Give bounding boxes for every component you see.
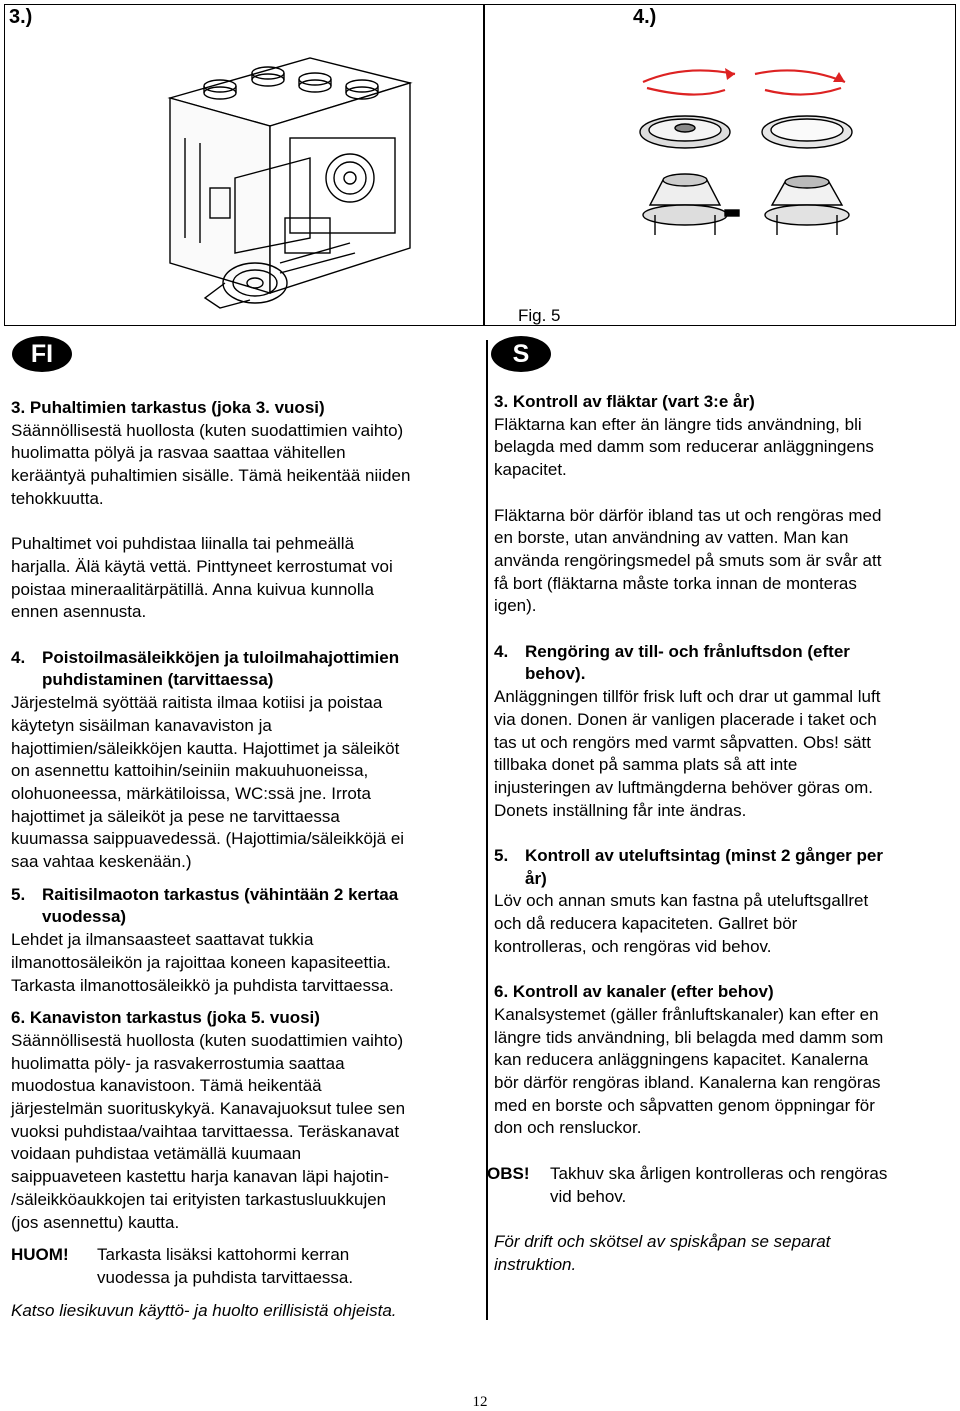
s-s4-title-line: behov). xyxy=(525,664,586,684)
s-s3-line: få bort (fläktarna måste torka innan de monteras xyxy=(494,573,857,593)
fi-s6-line: Säännöllisestä huollosta (kuten suodattimien vaihto) xyxy=(11,1030,404,1050)
s-s6-line: don och rensluckor. xyxy=(494,1118,642,1138)
fi-section-5-title xyxy=(11,884,481,929)
fi-footer-note: Katso liesikuvun käyttö- ja huolto erillisistä ohjeista. xyxy=(11,1300,397,1320)
s-s5-line: kontrolleras, och rengöras vid behov. xyxy=(494,936,772,956)
fi-s6-line: saippuaveteen kastettu harja kanavan läpi hajotin- xyxy=(11,1167,390,1187)
s-s3-line: använda rengöringsmedel på smuts som är svår att xyxy=(494,550,882,570)
s-s6-line: bör därför rengöras ibland. Kanalerna kan rengöras xyxy=(494,1073,881,1093)
fi-s3-line: Puhaltimet voi puhdistaa liinalla tai pehmeällä xyxy=(11,534,355,554)
fi-section-4-title xyxy=(11,647,481,692)
s-section-4-title xyxy=(494,641,954,686)
page-number: 12 xyxy=(472,1394,488,1410)
fi-s4-line: kuumassa saippuavedessä. (Hajottimia/säleikköjä ei xyxy=(11,829,405,849)
fi-section-3-title: 3. Puhaltimien tarkastus (joka 3. vuosi) xyxy=(11,398,325,417)
language-badge-fi: FI xyxy=(12,336,72,372)
swedish-column xyxy=(487,391,954,1276)
fi-s3-line: huolimatta pölyä ja rasvaa saattaa vähitellen xyxy=(11,443,346,463)
fi-s5-line: Tarkasta ilmanottosäleikkö ja puhdista tarvittaessa. xyxy=(11,975,394,995)
s-s4-line: via donen. Donen är vanligen placerade i taket och xyxy=(494,709,877,729)
s-s5-title-line: år) xyxy=(525,868,547,888)
fi-s3-line: tehokkuutta. xyxy=(11,488,104,508)
s-obs-line: vid behov. xyxy=(550,1186,627,1206)
fi-s5-line: Lehdet ja ilmansaasteet saattavat tukkia xyxy=(11,930,314,950)
fi-s6-line: vuoksi puhdistaa/vaihtaa tarvittaessa. Teräskanavat xyxy=(11,1121,400,1141)
s-section-6-title: 6. Kontroll av kanaler (efter behov) xyxy=(494,982,774,1002)
fi-s3-line: kerääntyä puhaltimien sisälle. Tämä heikentää niiden xyxy=(11,466,411,486)
s-section-3-title: 3. Kontroll av fläktar (vart 3:e år) xyxy=(494,392,755,411)
fi-s3-line: harjalla. Älä käytä vettä. Pinttyneet kerrostumat voi xyxy=(11,556,393,576)
fi-s6-line: voidaan puhdistaa vetämällä kuumaan xyxy=(11,1144,302,1164)
s-s3-line: Fläktarna bör därför ibland tas ut och rengöras med xyxy=(494,505,882,525)
fi-s4-line: hajottimet ja säleiköt ja pese ne tarvittaessa xyxy=(11,806,340,826)
fi-s6-line: muodostua kanavistoon. Tämä heikentää xyxy=(11,1076,322,1096)
fi-s4-title-line: puhdistaminen (tarvittaessa) xyxy=(42,670,274,690)
s-s3-line: belagda med damm som reducerar anläggningens xyxy=(494,437,874,457)
fi-s5-number: 5. xyxy=(11,884,26,904)
finnish-column xyxy=(11,397,481,1322)
s-s3-line: en borste, utan användning av vatten. Man kan xyxy=(494,528,849,548)
s-footer-line: För drift och skötsel av spiskåpan se separat xyxy=(494,1231,831,1251)
s-footer-line: instruktion. xyxy=(494,1254,577,1274)
figure-label-4: 4.) xyxy=(633,6,657,28)
fi-s4-line: olohuoneessa, märkätiloissa, WC:ssä jne. Irrota xyxy=(11,783,371,803)
s-s6-line: med en borste och såpvatten genom öppningar för xyxy=(494,1095,875,1115)
s-s3-line: igen). xyxy=(494,596,537,616)
fi-huom-line: vuodessa ja puhdista tarvittaessa. xyxy=(97,1267,354,1287)
fi-s6-line: (jos asennettu) kautta. xyxy=(11,1212,180,1232)
s-obs-label: OBS! xyxy=(487,1163,530,1183)
fi-s6-line: /säleikköaukkojen tai erityisten tarkastusluukkujen xyxy=(11,1189,387,1209)
fi-s4-title-line: Poistoilmasäleikköjen ja tuloilmahajottimien xyxy=(42,647,400,667)
fi-s4-line: on asennettu kattoihin/seiniin makuuhuoneissa, xyxy=(11,761,369,781)
s-s3-line: Fläktarna kan efter än längre tids användning, bli xyxy=(494,414,862,434)
s-s4-line: Anläggningen tillför frisk luft och drar ut gammal luft xyxy=(494,687,881,707)
fi-s3-line: poistaa mineraalitärpätillä. Anna kuivua kunnolla xyxy=(11,579,374,599)
s-s3-line: kapacitet. xyxy=(494,460,567,480)
s-s4-title-line: Rengöring av till- och frånluftsdon (efter xyxy=(525,641,850,661)
s-s4-line: Donets inställning får inte ändras. xyxy=(494,800,747,820)
language-badge-s: S xyxy=(491,336,551,372)
fi-section-6-title: 6. Kanaviston tarkastus (joka 5. vuosi) xyxy=(11,1008,320,1028)
s-s6-line: Kanalsystemet (gäller frånluftskanaler) kan efter en xyxy=(494,1004,879,1024)
fi-s3-line: ennen asennusta. xyxy=(11,602,147,622)
fi-huom-note xyxy=(11,1244,481,1289)
fi-s4-line: käytetyn sisäilman kanavaviston ja xyxy=(11,715,272,735)
figure-divider xyxy=(483,4,485,326)
fi-s5-line: ilmanottosäleikön ja rajoittaa koneen kapasiteettia. xyxy=(11,952,391,972)
s-s6-line: kan reducera anläggningens kapacitet. Kanalerna xyxy=(494,1050,869,1070)
fi-s4-line: saa vahtaa keskenään.) xyxy=(11,852,192,872)
s-s4-line: tas ut och rengörs med varmt såpvatten. Obs! sätt xyxy=(494,732,872,752)
s-s4-number: 4. xyxy=(494,641,509,661)
s-s5-number: 5. xyxy=(494,846,509,866)
fi-huom-label: HUOM! xyxy=(11,1245,69,1265)
valve-removal-illustration xyxy=(625,60,865,245)
figure-label-3: 3.) xyxy=(9,6,33,28)
s-obs-line: Takhuv ska årligen kontrolleras och rengöras xyxy=(550,1163,888,1183)
fi-huom-line: Tarkasta lisäksi kattohormi kerran xyxy=(97,1245,350,1265)
s-s6-line: längre tids användning, bli belagda med damm som xyxy=(494,1027,884,1047)
s-s5-title-line: Kontroll av uteluftsintag (minst 2 gånger per xyxy=(525,846,883,866)
fi-s5-title-line: vuodessa) xyxy=(42,907,127,927)
s-s4-line: injusteringen av luftmängderna behöver göras om. xyxy=(494,777,873,797)
fi-s6-line: huolimatta pöly- ja rasvakerrostumia saattaa xyxy=(11,1053,345,1073)
fi-s4-line: hajottimien/säleikköjen kautta. Hajottimet ja säleiköt xyxy=(11,738,400,758)
ventilation-unit-illustration xyxy=(150,38,450,323)
s-s5-line: och då reducera kapaciteten. Gallret bör xyxy=(494,914,798,934)
fi-s6-line: järjestelmän suorituskykyä. Kanavajuoksut tulee sen xyxy=(11,1099,406,1119)
fi-s4-number: 4. xyxy=(11,647,26,667)
fi-s5-title-line: Raitisilmaoton tarkastus (vähintään 2 kertaa xyxy=(42,884,399,904)
s-s5-line: Löv och annan smuts kan fastna på uteluftsgallret xyxy=(494,891,869,911)
s-obs-note xyxy=(487,1163,954,1208)
figure-caption: Fig. 5 xyxy=(518,306,561,325)
s-section-5-title xyxy=(494,845,954,890)
fi-s4-line: Järjestelmä syöttää raitista ilmaa kotiisi ja poistaa xyxy=(11,693,383,713)
fi-s3-line: Säännöllisestä huollosta (kuten suodattimien vaihto) xyxy=(11,420,404,440)
s-s4-line: tillbaka donet på samma plats så att inte xyxy=(494,755,798,775)
